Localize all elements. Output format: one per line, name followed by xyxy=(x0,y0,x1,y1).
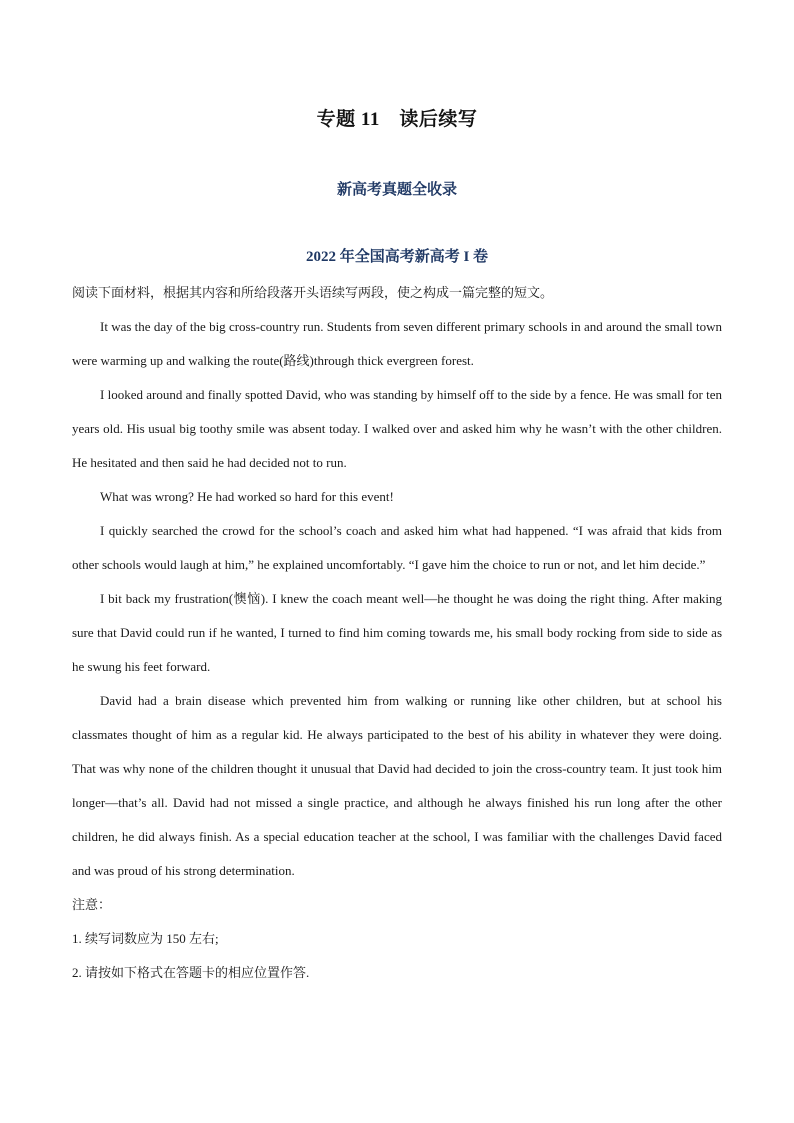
paragraph-1: It was the day of the big cross-country run. Students from seven different primary schools in and around the small town were warming up and walking the route(路线)through thick evergreen forest. xyxy=(72,319,722,368)
paragraph-4: I quickly searched the crowd for the school’s coach and asked him what had happened. “I was afraid that kids from other schools would laugh at him,” he explained uncomfortably. “I gave him the choice to run or not, and let him decide.” xyxy=(72,523,722,572)
paragraph-2: I looked around and finally spotted David, who was standing by himself off to the side by a fence. He was small for ten years old. His usual big toothy smile was absent today. I walked over and asked him why he wasn’t with the other children. He hesitated and then said he had decided not to run. xyxy=(72,387,722,470)
notes-label: 注意： xyxy=(72,897,112,912)
page-title: 专题 11 读后续写 xyxy=(316,109,478,130)
paragraph-6: David had a brain disease which prevented him from walking or running like other children, but at school his classmates thought of him as a regular kid. He always participated to the best of his ability in whatever they were doing. That was why none of the children thought it unusual that David had decided to join the cross-country team. It just took him longer—that’s all. David had not missed a single practice, and although he always finished his run long after the other children, he did always finish. As a special education teacher at the school, I was familiar with the challenges David faced and was proud of his strong determination. xyxy=(72,693,722,878)
note-item-1: 1. 续写词数应为 150 左右; xyxy=(72,931,219,946)
paragraph-5: I bit back my frustration(懊恼). I knew the coach meant well—he thought he was doing the right thing. After making sure that David could run if he wanted, I turned to find him coming towards me, his small body rocking from side to side as he swung his feet forward. xyxy=(72,591,722,674)
note-item-2: 2. 请按如下格式在答题卡的相应位置作答. xyxy=(72,965,310,980)
instruction-text: 阅读下面材料，根据其内容和所给段落开头语续写两段，使之构成一篇完整的短文。 xyxy=(72,285,554,300)
section-heading: 2022 年全国高考新高考 I 卷 xyxy=(305,249,489,265)
paragraph-3: What was wrong? He had worked so hard for this event! xyxy=(100,489,394,504)
document-body xyxy=(72,276,722,990)
page-subtitle: 新高考真题全收录 xyxy=(336,182,457,198)
